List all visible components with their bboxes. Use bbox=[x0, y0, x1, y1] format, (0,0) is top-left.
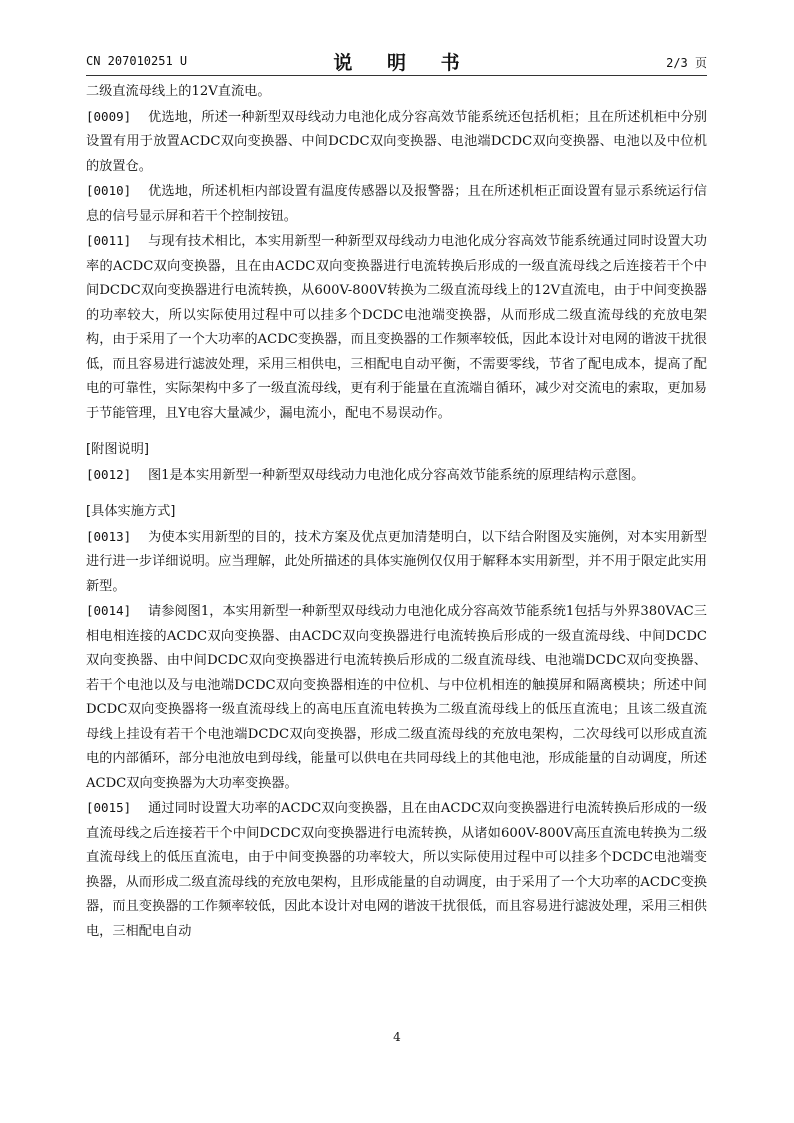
paragraph-number: [0010] bbox=[86, 183, 132, 198]
document-title: 说 明 书 bbox=[333, 52, 474, 74]
paragraph-text: 与现有技术相比，本实用新型一种新型双母线动力电池化成分容高效节能系统通过同时设置大功率的ACDC双向变换器，且在由ACDC双向变换器进行电流转换后形成的一级直流母线之后连接若干个中间DCDC双向变换器进行电流转换，从600V-800V转换为二级直流母线上的12V直流电，由于中间变换器的功率较大，所以实际使用过程中可以挂多个DCDC电池端变换器，从而形成二级直流母线的充放电架构，由于采用了一个大功率的ACDC变换器，而且变换器的工作频率较低，因此本设计对电网的谐波干扰很低，而且容易进行滤波处理，采用三相供电，三相配电自动平衡，不需要零线，节省了配电成本，提高了配电的可靠性，实际架构中多了一级直流母线，更有利于能量在直流端自循环，减少对交流电的索取，更加易于节能管理，且Y电容大量减少，漏电流小，配电不易误动作。 bbox=[86, 234, 707, 421]
paragraph-0011 bbox=[86, 229, 707, 426]
paragraph-number: [0009] bbox=[86, 108, 132, 124]
paragraph-text: 优选地，所述一种新型双母线动力电池化成分容高效节能系统还包括机柜；且在所述机柜中分别设置有用于放置ACDC双向变换器、中间DCDC双向变换器、电池端DCDC双向变换器、电池以及中位机的放置仓。 bbox=[86, 109, 707, 174]
paragraph-continuation: 二级直流母线上的12V直流电。 bbox=[86, 84, 271, 99]
paragraph-number: [0014] bbox=[86, 603, 132, 618]
paragraph-0012 bbox=[86, 463, 707, 489]
paragraph-text: 请参阅图1，本实用新型一种新型双母线动力电池化成分容高效节能系统1包括与外界380VAC三相电相连接的ACDC双向变换器、由ACDC双向变换器进行电流转换后形成的一级直流母线、中间DCDC双向变换器、由中间DCDC双向变换器进行电流转换后形成的二级直流母线、电池端DCDC双向变换器、若干个电池以及与电池端DCDC双向变换器相连的中位机、与中位机相连的触摸屏和隔离模块；所述中间DCDC双向变换器将一级直流母线上的高电压直流电转换为二级直流母线上的低压直流电；且该二级直流母线上挂设有若干个电池端DCDC双向变换器，形成二级直流母线的充放电架构，二次母线可以形成直流电的内部循环，部分电池放电到母线，能量可以供电在共同母线上的其他电池，形成能量的自动调度，所述ACDC双向变换器为大功率变换器。 bbox=[86, 604, 707, 791]
paragraph-number: [0013] bbox=[86, 528, 132, 544]
publication-number: CN 207010251 U bbox=[86, 54, 188, 68]
paragraph-text: 通过同时设置大功率的ACDC双向变换器，且在由ACDC双向变换器进行电流转换后形成的一级直流母线之后连接若干个中间DCDC双向变换器进行电流转换，从诸如600V-800V高压直流电转换为二级直流母线上的低压直流电，由于中间变换器的功率较大，所以实际使用过程中可以挂多个DCDC电池端变换器，从而形成二级直流母线的充放电架构，且形成能量的自动调度，由于采用了一个大功率的ACDC变换器，而且变换器的工作频率较低，因此本设计对电网的谐波干扰很低，而且容易进行滤波处理，采用三相供电，三相配电自动 bbox=[86, 801, 707, 939]
paragraph-text: 优选地，所述机柜内部设置有温度传感器以及报警器；且在所述机柜正面设置有显示系统运行信息的信号显示屏和若干个控制按钮。 bbox=[86, 184, 707, 224]
header-divider bbox=[86, 75, 707, 76]
page-number: 4 bbox=[393, 1030, 401, 1044]
paragraph-number: [0012] bbox=[86, 466, 132, 482]
paragraph-0015 bbox=[86, 796, 707, 944]
document-body bbox=[86, 80, 707, 944]
page-header bbox=[86, 50, 707, 74]
paragraph-number: [0011] bbox=[86, 233, 132, 248]
paragraph-text: 为使本实用新型的目的，技术方案及优点更加清楚明白，以下结合附图及实施例，对本实用新型进行进一步详细说明。应当理解，此处所描述的具体实施例仅仅用于解释本实用新型，并不用于限定此实用新型。 bbox=[86, 529, 707, 594]
section-heading-embodiment: [具体实施方式] bbox=[86, 504, 176, 519]
paragraph-number: [0015] bbox=[86, 800, 132, 815]
page-indicator: 2/3 页 bbox=[666, 56, 707, 70]
paragraph-text: 图1是本实用新型一种新型双母线动力电池化成分容高效节能系统的原理结构示意图。 bbox=[148, 467, 645, 483]
paragraph-0014 bbox=[86, 599, 707, 796]
paragraph-0009 bbox=[86, 105, 707, 180]
paragraph-0013 bbox=[86, 525, 707, 600]
paragraph-0010 bbox=[86, 179, 707, 229]
section-heading-figures: [附图说明] bbox=[86, 442, 150, 457]
